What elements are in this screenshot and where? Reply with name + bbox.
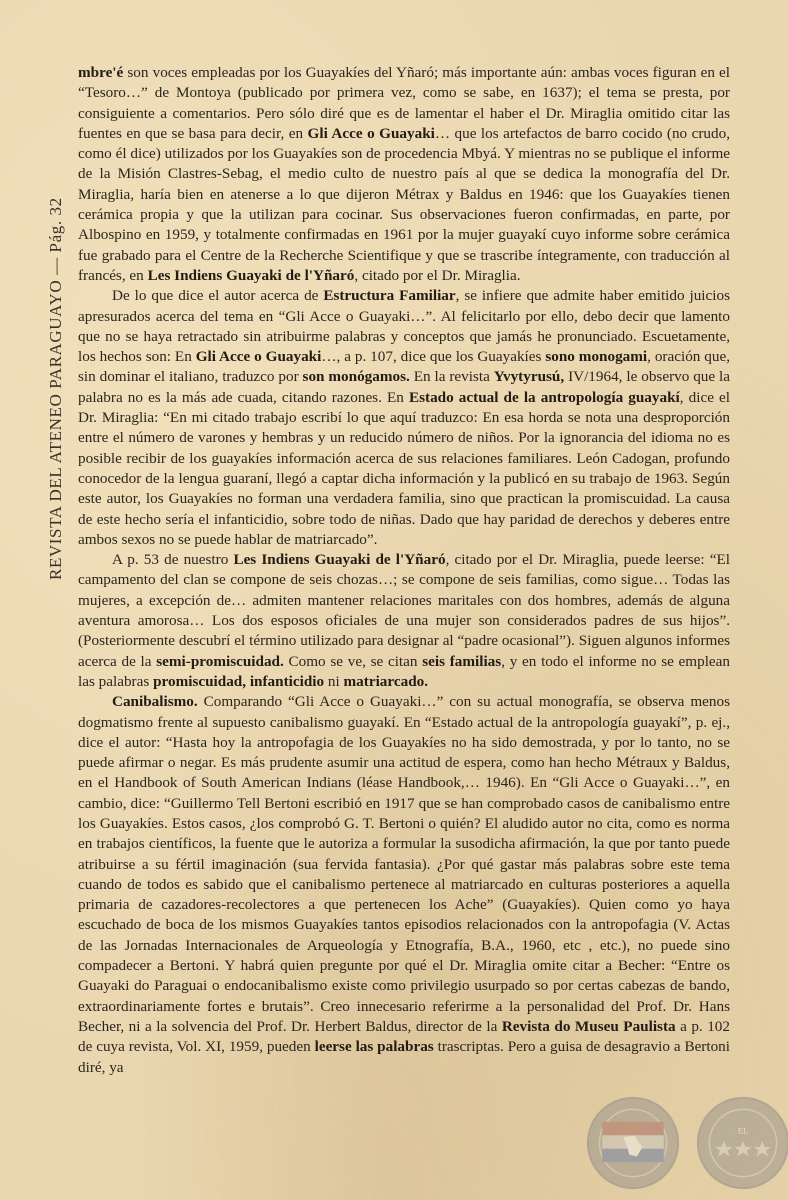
bold-text-run: seis familias [422, 652, 502, 670]
seal-label: EL [737, 1125, 749, 1136]
text-run: , citado por el Dr. Miraglia, puede leerse: “El campamento del clan se compone de seis chozas…; se compone de seis familias, como sigue… Todas las mujeres, a excepción de… admiten mantener relaciones maritales con dos hombres, además de alguna aventura amorosa… Los dos esposos oficiales de una mujer son considerados padres de sus hijos”. (Posteriormente descubrí el término utilizado para designar al “padre ocasional”). Siguen algunos informes acerca de la [78, 551, 730, 670]
bold-text-run: leerse las palabras [314, 1038, 434, 1056]
running-head-text: REVISTA DEL ATENEO PARAGUAYO — Pág. 32 [46, 197, 65, 580]
text-run: IV/1964, le observo que la palabra no es la más ade cuada, citando razones. En [78, 368, 730, 406]
paragraph-4 [78, 692, 730, 1078]
bold-text-run: promiscuidad, infanticidio [153, 672, 325, 690]
running-head [12, 60, 65, 580]
bold-text-run: Les Indiens Guayaki de l'Yñaró [147, 266, 355, 284]
text-run: trascriptas. Pero a guisa de desagravio a Bertoni diré, ya [78, 1038, 730, 1076]
paragraph-2 [78, 286, 730, 550]
bold-text-run: Estructura Familiar [323, 287, 456, 305]
text-run: , se infiere que admite haber emitido juicios apresurados acerca del tema en “Gli Acce o Guayaki…”. Al felicitarlo por ello, debo decir que lamento que no se haya retractado sin atribuirme palabras y conceptos que jamás he pronunciado. Escuetamente, los hechos son: En [78, 287, 730, 366]
text-run: En la revista [409, 368, 494, 386]
bold-text-run: sono monogami [545, 348, 648, 366]
bold-text-run: Gli Acce o Guayaki [307, 124, 435, 142]
flag-red-stripe [602, 1122, 663, 1135]
text-run: ni [324, 672, 344, 690]
text-run: , oración que, sin dominar el italiano, traduzco por [78, 348, 731, 386]
bold-text-run: matriarcado. [343, 672, 429, 690]
text-run: … que los artefactos de barro cocido (no crudo, como él dice) utilizados por los Guayakíes son de procedencia Mbyá. Y mientras no se publique el informe de la Misión Clastres-Sebag, el medio culto de nuestro país al que se dedica la monografía del Dr. Miraglia, haría bien en atenerse a lo que dijeron Métrax y Baldus en 1946: que los Guayakíes tienen cerámica propia y que la utilizan para cocinar. Sus observaciones fueron confirmadas, en parte, por Albospino en 1959, y totalmente confirmadas en 1961 por la mujer guayakí cuyo informe sobre cerámica fue grabado para el Centre de la Recherche Scientifique y que se trascribe íntegramente, con traducción al francés, en [78, 124, 730, 284]
text-run: De lo que dice el autor acerca de [112, 287, 324, 305]
bold-text-run: mbre'é [78, 64, 124, 81]
bold-text-run: Estado actual de la antropología guayakí [408, 388, 680, 406]
text-run: , y en todo el informe no se emplean las palabras [78, 652, 731, 690]
body-text [78, 63, 730, 1078]
bold-text-run: Revista do Museu Paulista [501, 1017, 676, 1035]
text-run: A p. 53 de nuestro [112, 551, 234, 569]
paragraph-1 [78, 63, 730, 286]
text-run: , dice el Dr. Miraglia: “En mi citado trabajo escribí lo que aquí traduzco: En esa horda se nota una desproporción entre el número de varones y hembras y un reducido número de niños. Por la ignorancia del idioma no es posible recibir de los guayakíes información acerca de sus relaciones familiares. León Cadogan, profundo conocedor de la lengua guaraní, llegó a captar dicha información y la publicó en su trabajo de 1963. Según este autor, los Guayakíes no forman una verdadera familia, sino que practican la promiscuidad. La causa de este hecho sería el infanticidio, sobre todo de niñas. Dado que hay paridad de derechos y deberes entre ambos sexos no se puede hablar de matriarcado”. [78, 388, 730, 548]
text-run: a p. 102 de cuya revista, Vol. XI, 1959, pueden [78, 1017, 730, 1056]
bold-text-run: son monógamos. [302, 368, 410, 386]
text-run: Comparando “Gli Acce o Guayaki…” con su actual monografía, se observa menos dogmatismo frente al supuesto canibalismo guayakí. En “Estado actual de la antropología guayakí”, p. ej., dice el autor: “Hasta hoy la antropofagia de los Guayakíes no ha sido demostrada, y por lo tanto, no se puede afirmar o negar. Es más prudente asumir una actitud de espera, como han hecho Métraux y Baldus, en el Handbook of South American Indians (léase Handbook,… 1946). En “Gli Acce o Guayaki…”, en cambio, dice: “Guillermo Tell Bertoni escribió en 1917 que se han comprobado casos de canibalismo entre los Guayakíes. Estos casos, ¿los comprobó G. T. Bertoni o quién? El aludido autor no cita, como es norma en trabajos científicos, la fuente que le autoriza a formular la susodicha afirmación, la que por tanto puede atribuirse a su fértil imaginación (sua fervida fantasia). ¿Por qué gastar más palabras sobre este tema cuando de todos es sabido que el canibalismo pertenece al matriarcado en culturas posteriores a aquella primaria de cazadores-recolectores a que pertenecen los Ache” (Guayakíes). Quien como yo haya escuchado de boca de los mismos Guayakíes tantos episodios relacionados con la antropofagia (V. Actas de las Jornadas Internacionales de Arqueología y Etnografía, B.A., 1960, etc , etc.), no puede sino compadecer a Bertoni. Y habrá quien pregunte por qué el Dr. Miraglia omite citar a Becher: “Entre os Guayaki do Paraguai o endocanibalismo existe como privilegio usurpado so por certas cabezas de bando, extraordinariamente fortes e brutais”. Creo innecesario referirme a la personalidad del Prof. Dr. Hans Becher, ni a la solvencia del Prof. Dr. Herbert Baldus, director de la [78, 693, 730, 1035]
library-seals [585, 1095, 788, 1195]
bold-text-run: Canibalismo. [112, 693, 198, 711]
paragraph-3 [78, 550, 730, 692]
text-run: Como se ve, se citan [283, 652, 423, 670]
bold-text-run: Les Indiens Guayaki de l'Yñaró [233, 551, 446, 569]
text-run: , citado por el Dr. Miraglia. [354, 266, 521, 284]
text-run: son voces empleadas por los Guayakíes del Yñaró; más importante aún: ambas voces figuran en el “Tesoro…” de Montoya (publicado por primera vez, como se sabe, en 1637); el tema se presta, por consiguiente a comentarios. Pero sólo diré que es de lamentar el haber el Dr. Miraglia omitido citar las fuentes en que se basa para decir, en [78, 64, 730, 142]
bold-text-run: semi-promiscuidad. [156, 652, 284, 670]
three-stars-seal-icon [695, 1095, 788, 1191]
bold-text-run: Yvytyrusú, [493, 368, 565, 386]
text-run: …, a p. 107, dice que los Guayakíes [321, 348, 546, 366]
paraguay-flag-seal-icon [585, 1095, 681, 1191]
bold-text-run: Gli Acce o Guayaki [195, 348, 322, 366]
